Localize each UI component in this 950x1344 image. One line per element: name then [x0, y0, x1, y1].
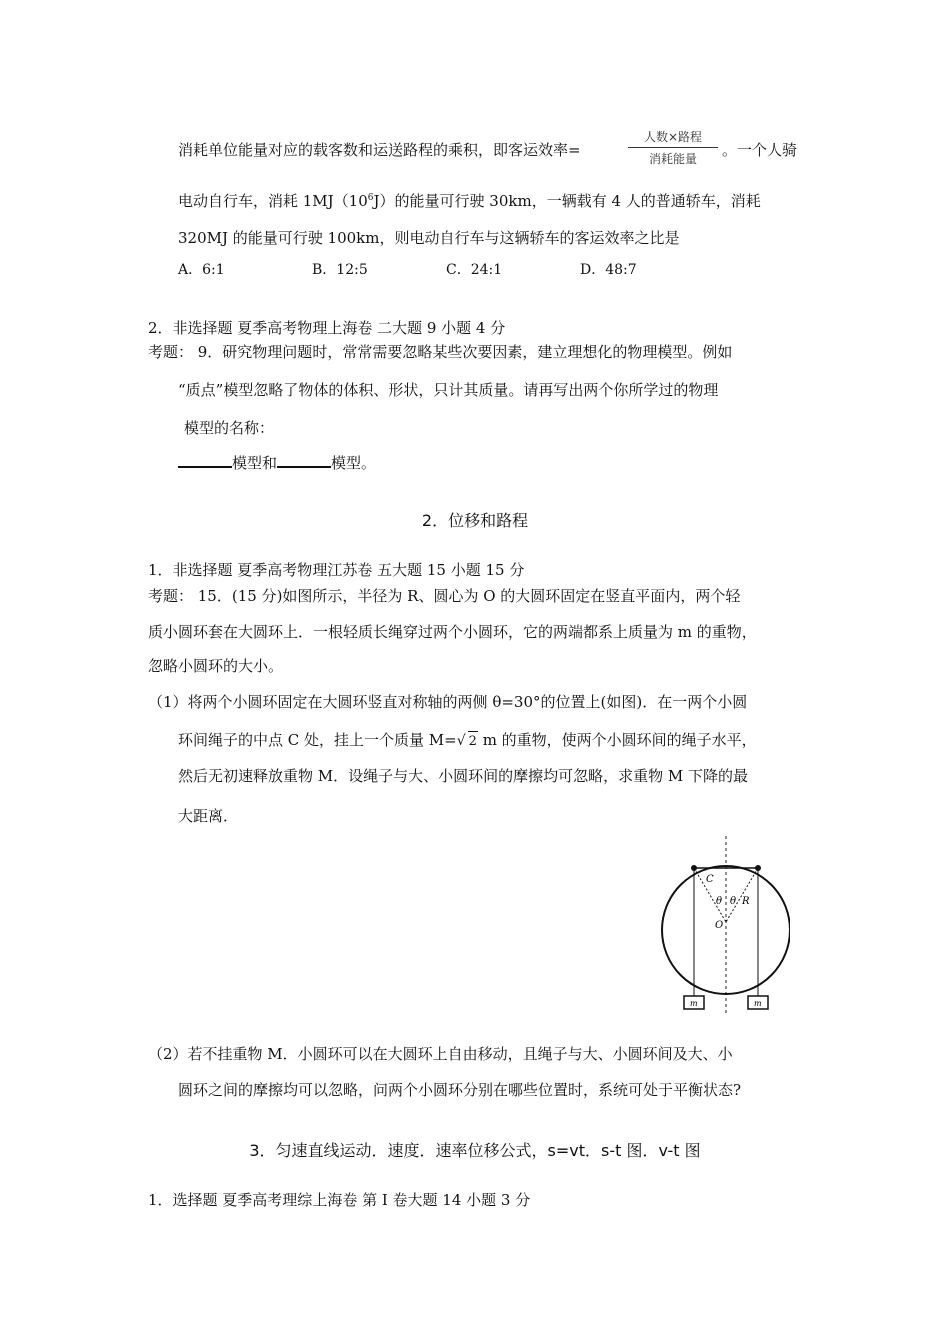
section-2-title: 2．位移和路程: [421, 511, 529, 530]
ring-diagram: [650, 832, 790, 1018]
label-r: R: [742, 896, 750, 907]
q1-line2-exponent: 6: [367, 193, 374, 203]
q3-part2-line1: （2）若不挂重物 M．小圆环可以在大圆环上自由移动，且绳子与大、小圆环间及大、小: [148, 1045, 733, 1063]
option-d: D．48:7: [580, 262, 637, 278]
q3-part1-line1: （1）将两个小圆环固定在大圆环竖直对称轴的两侧 θ=30°的位置上(如图)．在一两个小圆: [148, 693, 748, 711]
label-o: O: [715, 920, 724, 931]
option-c: C．24:1: [446, 262, 503, 278]
q3-part1-line4: 大距离．: [178, 807, 239, 825]
q1-line2-text-a: 电动自行车，消耗 1MJ（10: [178, 192, 368, 210]
label-c: C: [706, 874, 714, 885]
q3-line2: 质小圆环套在大圆环上．一根轻质长绳穿过两个小圆环，它的两端都系上质量为 m 的重物，: [148, 623, 757, 641]
label-theta-right: θ: [730, 896, 737, 907]
q1-line1-tail: 。一个人骑: [722, 141, 798, 159]
radius-right: [726, 868, 758, 922]
label-m-left: m: [690, 999, 698, 1008]
q1-line1: [178, 140, 581, 160]
q2-line2: “质点”模型忽略了物体的体积、形状，只计其质量。请再写出两个你所学过的物理: [178, 381, 719, 399]
fraction-numerator: 人数×路程: [628, 128, 718, 148]
option-b: B．12:5: [312, 262, 368, 278]
q3-line3: 忽略小圆环的大小。: [148, 657, 284, 675]
label-theta-left: θ: [716, 896, 723, 907]
sqrt-icon: √: [456, 733, 466, 749]
q4-header: 1．选择题 夏季高考理综上海卷 第 I 卷大题 14 小题 3 分: [148, 1191, 531, 1209]
q3-line1: 考题： 15．(15 分)如图所示，半径为 R、圆心为 O 的大圆环固定在竖直平面内，两个轻: [148, 587, 741, 605]
q1-line2-text-b: J）的能量可行驶 30km，一辆载有 4 人的普通轿车，消耗: [373, 192, 761, 210]
q2-line1: 考题： 9．研究物理问题时，常常需要忽略某些次要因素，建立理想化的物理模型。例如: [148, 343, 733, 361]
q1-line3: 320MJ 的能量可行驶 100km，则电动自行车与这辆轿车的客运效率之比是: [178, 229, 680, 247]
q1-line1-text: 消耗单位能量对应的载客数和运送路程的乘积，即客运效率=: [178, 141, 581, 159]
q3-part1-line2: [178, 730, 757, 752]
option-a: A．6:1: [178, 262, 225, 278]
q3-header: 1．非选择题 夏季高考物理江苏卷 五大题 15 小题 15 分: [148, 561, 525, 579]
q2-fill-a: 模型和: [232, 454, 278, 472]
answer-blank-2[interactable]: [277, 452, 331, 468]
efficiency-fraction: [628, 128, 718, 167]
answer-blank-1[interactable]: [178, 452, 232, 468]
sqrt-radicand: 2: [468, 731, 478, 752]
q2-fill-b: 模型。: [331, 454, 377, 472]
q3-part1-line2-b: m 的重物，使两个小圆环间的绳子水平，: [477, 731, 757, 749]
q2-header: 2．非选择题 夏季高考物理上海卷 二大题 9 小题 4 分: [148, 319, 506, 337]
fraction-denominator: 消耗能量: [648, 152, 697, 166]
section-3-title: 3．匀速直线运动．速度．速率位移公式，s=vt．s-t 图．v-t 图: [249, 1141, 701, 1160]
label-m-right: m: [754, 999, 762, 1008]
q3-part1-line2-a: 环间绳子的中点 C 处，挂上一个质量 M=: [178, 731, 457, 749]
q1-line2: [178, 188, 761, 211]
q3-part2-line2: 圆环之间的摩擦均可以忽略，问两个小圆环分别在哪些位置时，系统可处于平衡状态?: [178, 1081, 742, 1099]
q2-line3: 模型的名称：: [184, 419, 275, 437]
q3-part1-line3: 然后无初速释放重物 M．设绳子与大、小圆环间的摩擦均可忽略，求重物 M 下降的最: [178, 767, 749, 785]
q2-fill-line: [178, 452, 376, 473]
